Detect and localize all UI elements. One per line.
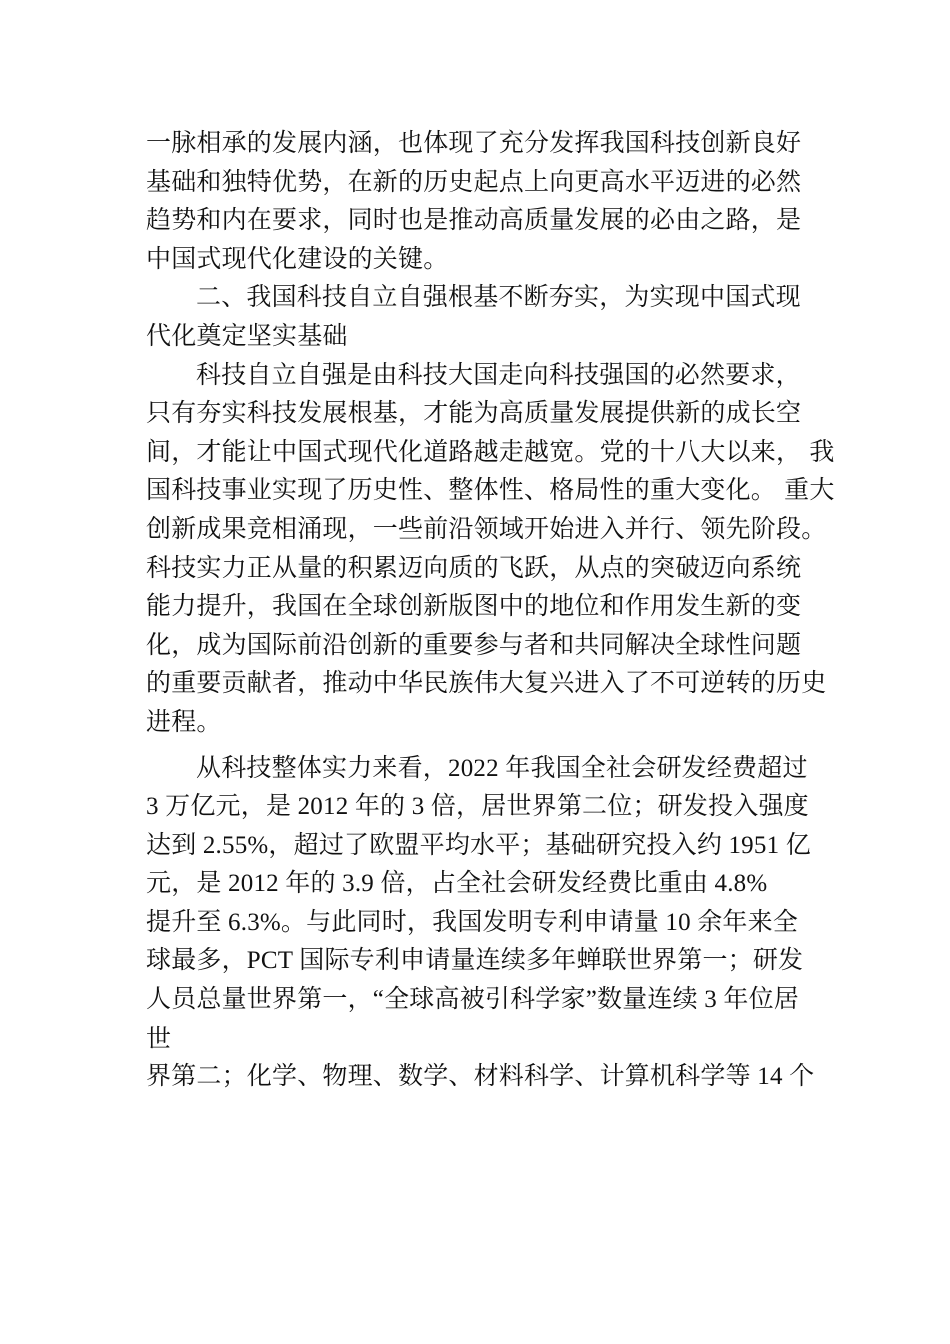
paragraph-gap	[146, 742, 826, 750]
text-line: 中国式现代化建设的关键。	[146, 243, 449, 273]
text-line: 创新成果竞相涌现，一些前沿领域开始进入并行、领先阶段。	[146, 513, 827, 543]
text-line: 的重要贡献者，推动中华民族伟大复兴进入了不可逆转的历史	[146, 668, 827, 698]
text-line: 元，是 2012 年的 3.9 倍，占全社会研发经费比重由 4.8%	[146, 870, 768, 898]
text-line: 一脉相承的发展内涵，也体现了充分发挥我国科技创新良好	[146, 128, 802, 157]
text-line: 只有夯实科技发展根基，才能为高质量发展提供新的成长空	[146, 398, 802, 428]
text-line: 进程。	[146, 706, 222, 736]
text-line: 能力提升，我国在全球创新版图中的地位和作用发生新的变	[146, 591, 802, 621]
text-line: 科技自立自强是由科技大国走向科技强国的必然要求，	[196, 359, 801, 389]
text-line: 基础和独特优势，在新的历史起点上向更高水平迈进的必然	[146, 166, 802, 196]
text-line: 从科技整体实力来看，2022 年我国全社会研发经费超过	[196, 754, 808, 782]
text-line: 球最多，PCT 国际专利申请量连续多年蝉联世界第一；研发	[146, 947, 804, 975]
text-line: 世	[146, 1023, 172, 1053]
section-heading-line: 代化奠定坚实基础	[146, 320, 348, 350]
text-line: 趋势和内在要求，同时也是推动高质量发展的必由之路，是	[146, 205, 802, 235]
section-heading-line: 二、我国科技自立自强根基不断夯实，为实现中国式现	[196, 282, 801, 312]
text-line: 化，成为国际前沿创新的重要参与者和共同解决全球性问题	[146, 629, 802, 659]
document-body	[146, 124, 835, 1097]
text-line: 间，才能让中国式现代化道路越走越宽。党的十八大以来， 我	[146, 436, 835, 466]
text-line: 达到 2.55%，超过了欧盟平均水平；基础研究投入约 1951 亿	[146, 831, 811, 859]
text-line: 3 万亿元，是 2012 年的 3 倍，居世界第二位；研发投入强度	[146, 793, 809, 821]
text-line: 国科技事业实现了历史性、整体性、格局性的重大变化。 重大	[146, 475, 835, 505]
text-line: 提升至 6.3%。与此同时，我国发明专利申请量 10 余年来全	[146, 908, 799, 936]
text-line: 界第二；化学、物理、数学、材料科学、计算机科学等 14 个	[146, 1063, 815, 1091]
text-line: 科技实力正从量的积累迈向质的飞跃，从点的突破迈向系统	[146, 552, 802, 582]
text-line: 人员总量世界第一，“全球高被引科学家”数量连续 3 年位居	[146, 986, 799, 1014]
